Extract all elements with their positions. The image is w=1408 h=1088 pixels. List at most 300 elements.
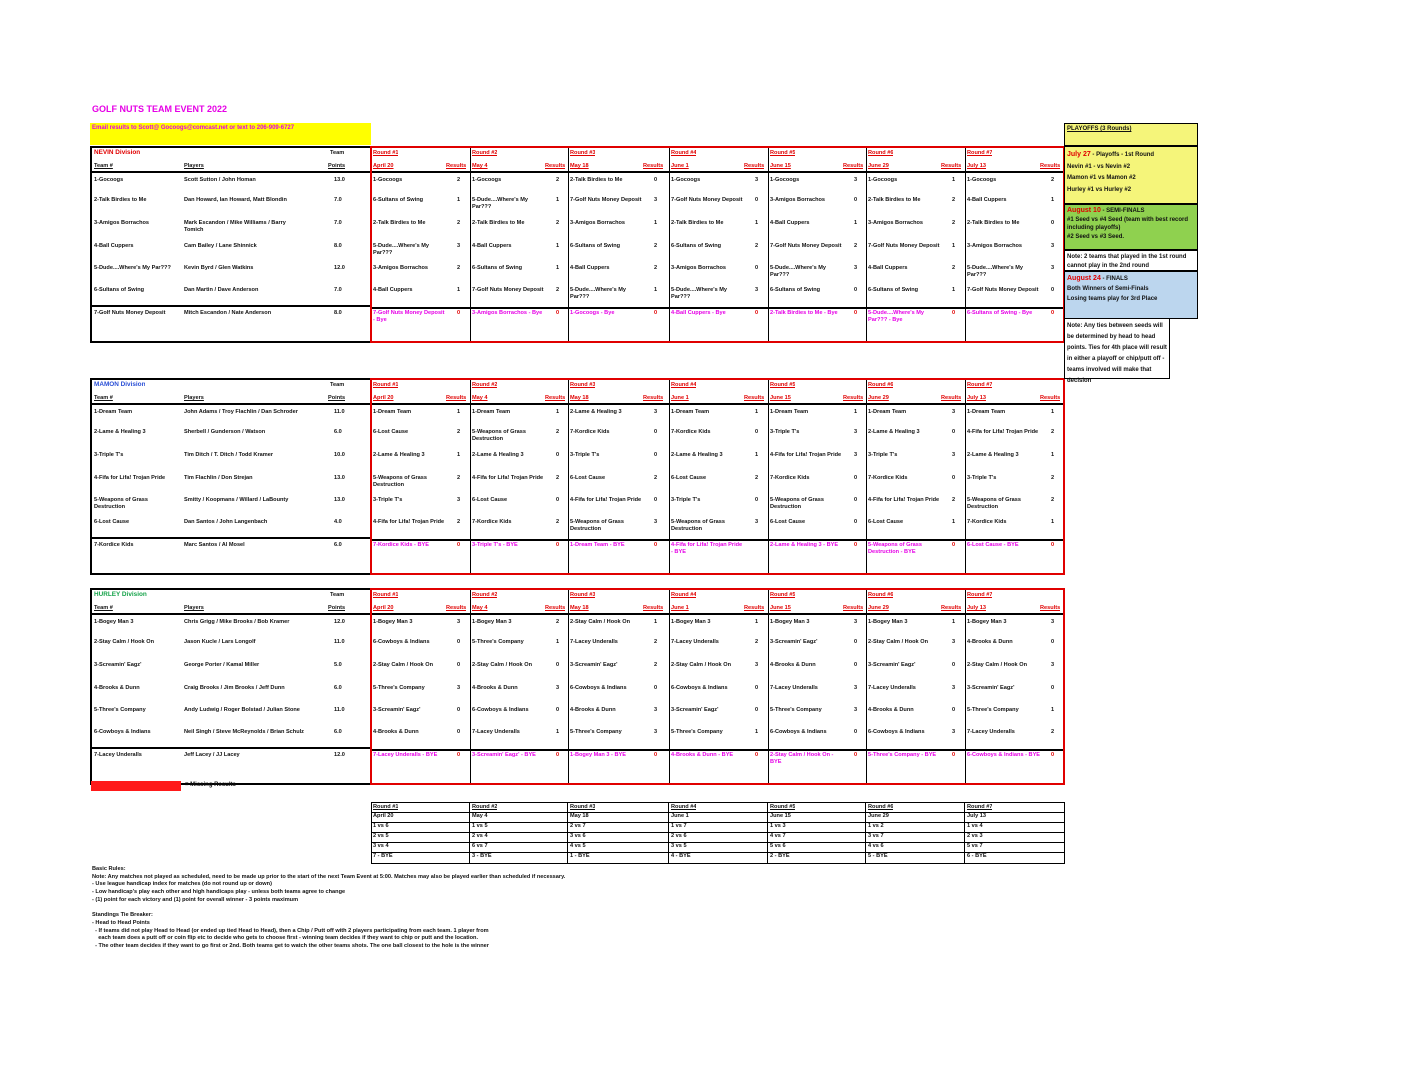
summary-pairing: 5 vs 7 [967, 843, 983, 849]
match-team: 1-Bogey Man 3 [671, 619, 711, 625]
match-team: 3-Amigos Borrachos [671, 265, 727, 271]
match-result: 0 [755, 197, 759, 203]
round-label: Round #2 [472, 382, 498, 388]
results-header: Results [744, 395, 765, 401]
round-label: Round #5 [770, 150, 796, 156]
bye-result: 0 [952, 752, 956, 758]
match-result: 3 [1051, 619, 1055, 625]
bye-result: 0 [952, 310, 956, 316]
summary-pairing: 4 vs 6 [868, 843, 884, 849]
team-points: 10.0 [334, 452, 345, 458]
team-players: Tim Ditch / T. Ditch / Todd Kramer [184, 452, 273, 458]
match-team: 1-Bogey Man 3 [967, 619, 1007, 625]
match-result: 3 [654, 729, 658, 735]
results-header: Results [941, 395, 962, 401]
match-result: 1 [952, 519, 956, 525]
results-header: Results [941, 163, 962, 169]
round-date: April 20 [373, 163, 394, 169]
match-result: 0 [457, 707, 461, 713]
match-team: 7-Kordice Kids [472, 519, 512, 525]
points-column-header: Points [328, 605, 346, 611]
match-result: 2 [654, 243, 658, 249]
summary-pairing: 1 vs 3 [770, 823, 786, 829]
match-team: 5-Weapons of Grass Destruction [373, 475, 427, 488]
playoffs-r2-line: #2 Seed vs #3 Seed. [1067, 233, 1125, 240]
match-team: 4-Ball Cuppers [770, 220, 810, 226]
team-name: 2-Talk Birdies to Me [94, 197, 147, 203]
round-label: Round #1 [373, 382, 399, 388]
match-result: 1 [457, 409, 461, 415]
match-team: 5-Weapons of Grass Destruction [570, 519, 624, 532]
team-name: 3-Amigos Borrachos [94, 220, 150, 226]
bye-result: 0 [854, 542, 858, 548]
match-team: 7-Golf Nuts Money Deposit [671, 197, 743, 203]
round-column-divider [965, 380, 966, 573]
match-team: 3-Screamin' Eagz' [770, 639, 818, 645]
round-date: May 18 [570, 605, 589, 611]
match-result: 1 [952, 619, 956, 625]
match-team: 7-Lacey Underalls [770, 685, 818, 691]
round-label: Round #1 [373, 592, 399, 598]
round-column-divider [568, 590, 569, 783]
match-result: 3 [854, 707, 858, 713]
match-team: 1-Dream Team [472, 409, 511, 415]
match-result: 0 [1051, 639, 1055, 645]
match-team: 7-Kordice Kids [770, 475, 810, 481]
round-column-divider [866, 380, 867, 573]
round-date: June 29 [868, 163, 889, 169]
round-column-divider [768, 148, 769, 341]
team-points: 6.0 [334, 685, 342, 691]
bye-result: 0 [457, 542, 461, 548]
match-result: 1 [457, 452, 461, 458]
match-team: 2-Talk Birdies to Me [472, 220, 525, 226]
match-team: 3-Screamin' Eagz' [868, 662, 916, 668]
bye-result: 0 [556, 542, 560, 548]
team-points: 13.0 [334, 497, 345, 503]
round-column-divider [568, 148, 569, 341]
match-result: 0 [952, 475, 956, 481]
bye-team: 1-Bogey Man 3 - BYE [570, 752, 626, 758]
round-column-divider [669, 380, 670, 573]
team-name: 6-Lost Cause [94, 519, 130, 525]
team-players: Cam Bailey / Lane Shinnick [184, 243, 257, 249]
bye-team: 3-Screamin' Eagz' - BYE [472, 752, 536, 758]
round-date: June 29 [868, 395, 889, 401]
team-name: 5-Weapons of Grass Destruction [94, 497, 148, 510]
results-header: Results [1040, 163, 1061, 169]
round-label: Round #7 [967, 592, 993, 598]
results-header: Results [1040, 395, 1061, 401]
team-points: 11.0 [334, 639, 345, 645]
match-team: 5-Three's Company [373, 685, 425, 691]
results-header: Results [843, 395, 864, 401]
match-result: 2 [556, 619, 560, 625]
match-result: 0 [1051, 220, 1055, 226]
match-team: 7-Golf Nuts Money Deposit [472, 287, 544, 293]
summary-pairing: 1 vs 4 [967, 823, 983, 829]
match-result: 1 [755, 452, 759, 458]
team-name: 4-Ball Cuppers [94, 243, 134, 249]
match-team: 4-Ball Cuppers [967, 197, 1007, 203]
bye-result: 0 [952, 542, 956, 548]
match-result: 3 [952, 639, 956, 645]
match-team: 7-Lacey Underalls [868, 685, 916, 691]
round-column-divider [470, 380, 471, 573]
bye-team: 4-Fifa for Lifa! Trojan Pride - BYE [671, 542, 743, 555]
bye-result: 0 [755, 310, 759, 316]
match-team: 3-Triple T's [967, 475, 997, 481]
team-points: 8.0 [334, 243, 342, 249]
match-team: 1-Gocoogs [967, 177, 997, 183]
round-date: June 15 [770, 605, 791, 611]
header-divider [92, 403, 370, 405]
match-result: 0 [1051, 287, 1055, 293]
match-result: 0 [952, 707, 956, 713]
bye-team: 4-Ball Cuppers - Bye [671, 310, 726, 316]
points-column-header: Points [328, 163, 346, 169]
match-team: 4-Brooks & Dunn [570, 707, 616, 713]
match-team: 1-Dream Team [671, 409, 710, 415]
summary-round-date: July 13 [967, 813, 986, 819]
round-label: Round #7 [967, 150, 993, 156]
results-header: Results [1040, 605, 1061, 611]
team-players: Scott Sutton / John Homan [184, 177, 256, 183]
match-result: 3 [854, 177, 858, 183]
match-result: 2 [952, 197, 956, 203]
summary-pairing: 6 vs 7 [472, 843, 488, 849]
summary-round-label: Round #6 [868, 804, 894, 810]
match-team: 7-Lacey Underalls [967, 729, 1015, 735]
round-date: June 1 [671, 395, 689, 401]
match-result: 0 [952, 429, 956, 435]
round-label: Round #5 [770, 592, 796, 598]
match-team: 2-Stay Calm / Hook On [570, 619, 630, 625]
match-team: 6-Cowboys & Indians [868, 729, 925, 735]
summary-pairing: 2 - BYE [770, 853, 790, 859]
match-result: 1 [556, 729, 560, 735]
match-result: 3 [755, 177, 759, 183]
round-date: June 1 [671, 605, 689, 611]
round-date: July 13 [967, 163, 986, 169]
match-result: 0 [952, 662, 956, 668]
team-players: Dan Martin / Dave Anderson [184, 287, 259, 293]
match-team: 4-Fifa for Lifa! Trojan Pride [868, 497, 940, 503]
bye-result: 0 [654, 542, 658, 548]
match-team: 5-Three's Company [570, 729, 622, 735]
rules-line: - If teams did not play Head to Head (or ended up tied Head to Head), then a Chip / Putt off with 2 players participating from each team. 1 player from [92, 927, 489, 934]
match-team: 4-Brooks & Dunn [472, 685, 518, 691]
team-name: 6-Sultans of Swing [94, 287, 145, 293]
round-date: June 29 [868, 605, 889, 611]
match-result: 3 [755, 662, 759, 668]
points-column-header-top: Team [330, 150, 345, 156]
bye-row-divider [372, 307, 1063, 309]
match-team: 5-Dude....Where's My Par??? [373, 243, 430, 256]
round-column-divider [866, 148, 867, 341]
bye-team: 7-Kordice Kids - BYE [373, 542, 429, 548]
bye-result: 0 [854, 310, 858, 316]
playoffs-r1-label: - Playoffs - 1st Round [1090, 152, 1155, 158]
playoffs-title-box [1064, 123, 1198, 146]
match-result: 2 [755, 639, 759, 645]
match-team: 3-Triple T's [770, 429, 800, 435]
missing-results-swatch [91, 781, 181, 791]
email-banner: Email results to Scott@ Gocoogs@comcast.net or text to 206-909-6727 [90, 123, 371, 145]
summary-pairing: 4 vs 5 [570, 843, 586, 849]
match-result: 0 [1051, 685, 1055, 691]
team-points: 12.0 [334, 619, 345, 625]
match-result: 0 [755, 685, 759, 691]
bye-row-divider [92, 537, 370, 539]
match-team: 6-Lost Cause [570, 475, 606, 481]
match-team: 1-Gocoogs [868, 177, 898, 183]
match-result: 2 [457, 265, 461, 271]
bye-team: 6-Sultans of Swing - Bye [967, 310, 1033, 316]
bye-result: 0 [457, 752, 461, 758]
results-header: Results [545, 605, 566, 611]
match-team: 2-Lame & Healing 3 [671, 452, 723, 458]
players-column-header: Players [184, 395, 204, 401]
match-team: 6-Cowboys & Indians [373, 639, 430, 645]
summary-pairing: 5 vs 6 [770, 843, 786, 849]
match-team: 6-Sultans of Swing [570, 243, 621, 249]
match-team: 4-Brooks & Dunn [967, 639, 1013, 645]
rules-line: Note: Any matches not played as scheduled, need to be made up prior to the start of the next Team Event at 5:00. Matches may also be played earlier than scheduled if necessary. [92, 873, 566, 880]
team-players: Neil Singh / Steve McReynolds / Brian Schulz [184, 729, 304, 735]
bye-team: 6-Cowboys & Indians - BYE [967, 752, 1041, 758]
match-team: 3-Amigos Borrachos [770, 197, 826, 203]
match-result: 1 [755, 409, 759, 415]
team-name: 3-Screamin' Eagz' [94, 662, 142, 668]
summary-row-divider [372, 842, 1064, 843]
match-result: 3 [755, 519, 759, 525]
match-result: 0 [854, 497, 858, 503]
match-result: 3 [952, 452, 956, 458]
match-team: 2-Stay Calm / Hook On [868, 639, 928, 645]
division-team-box [90, 146, 372, 343]
playoffs-r3-date: August 24 [1067, 275, 1101, 282]
players-column-header: Players [184, 163, 204, 169]
round-date: July 13 [967, 605, 986, 611]
rules-line: - Low handicap's play each other and high handicaps play - unless both teams agree to change [92, 889, 346, 896]
team-name: 6-Cowboys & Indians [94, 729, 151, 735]
match-team: 2-Stay Calm / Hook On [373, 662, 433, 668]
playoffs-r3-label: - FINALS [1100, 276, 1128, 282]
match-result: 3 [654, 707, 658, 713]
bye-team: 1-Dream Team - BYE [570, 542, 625, 548]
match-team: 5-Three's Company [472, 639, 524, 645]
match-result: 3 [854, 619, 858, 625]
team-points: 7.0 [334, 197, 342, 203]
team-players: Dan Santos / John Langenbach [184, 519, 268, 525]
match-result: 0 [556, 452, 560, 458]
team-points: 5.0 [334, 662, 342, 668]
match-team: 1-Gocoogs [770, 177, 800, 183]
match-result: 3 [457, 243, 461, 249]
team-column-header: Team # [94, 163, 113, 169]
team-points: 6.0 [334, 429, 342, 435]
bye-result: 0 [755, 752, 759, 758]
round-label: Round #7 [967, 382, 993, 388]
bye-result: 0 [556, 310, 560, 316]
bye-row-divider [92, 305, 370, 307]
team-name: 4-Brooks & Dunn [94, 685, 140, 691]
team-points: 12.0 [334, 265, 345, 271]
playoffs-r1-line: Mamon #1 vs Mamon #2 [1067, 175, 1136, 181]
match-result: 1 [556, 639, 560, 645]
team-points: 11.0 [334, 409, 345, 415]
bye-result: 0 [654, 752, 658, 758]
match-team: 6-Sultans of Swing [373, 197, 424, 203]
bye-team: 3-Amigos Borrachos - Bye [472, 310, 543, 316]
match-team: 2-Talk Birdies to Me [570, 177, 623, 183]
match-team: 2-Lame & Healing 3 [868, 429, 920, 435]
match-team: 2-Lame & Healing 3 [373, 452, 425, 458]
round-label: Round #1 [373, 150, 399, 156]
match-result: 1 [654, 287, 658, 293]
rules-line: - Head to Head Points [92, 919, 150, 926]
match-result: 1 [556, 409, 560, 415]
round-column-divider [965, 590, 966, 783]
match-result: 0 [457, 729, 461, 735]
results-header: Results [446, 395, 467, 401]
bye-team: 2-Talk Birdies to Me - Bye [770, 310, 838, 316]
match-result: 3 [457, 619, 461, 625]
team-name: 3-Triple T's [94, 452, 124, 458]
round-date: May 4 [472, 395, 488, 401]
round-column-divider [568, 380, 569, 573]
summary-pairing: 7 - BYE [373, 853, 393, 859]
points-column-header: Points [328, 395, 346, 401]
playoffs-r2-line: #1 Seed vs #4 Seed (team with best record including playoffs) [1067, 216, 1189, 232]
results-header: Results [643, 605, 664, 611]
match-result: 1 [1051, 452, 1055, 458]
match-result: 1 [755, 729, 759, 735]
match-result: 0 [654, 177, 658, 183]
rules-line: each team does a putt off or coin flip etc to decide who gets to choose first - winning team decides if they want to chip or putt and the location. [92, 935, 479, 942]
match-result: 2 [1051, 429, 1055, 435]
match-team: 3-Triple T's [570, 452, 600, 458]
match-result: 2 [556, 519, 560, 525]
match-team: 3-Amigos Borrachos [868, 220, 924, 226]
match-result: 0 [854, 662, 858, 668]
match-result: 3 [1051, 243, 1055, 249]
playoffs-r1-date: July 27 [1067, 151, 1091, 158]
match-result: 1 [854, 409, 858, 415]
summary-round-date: June 1 [671, 813, 689, 819]
match-team: 3-Amigos Borrachos [570, 220, 626, 226]
match-team: 6-Lost Cause [770, 519, 806, 525]
playoffs-note-box [1064, 250, 1198, 271]
rules-section [92, 866, 792, 951]
match-team: 2-Talk Birdies to Me [671, 220, 724, 226]
page-title: GOLF NUTS TEAM EVENT 2022 [92, 104, 228, 114]
team-players: John Adams / Troy Flachlin / Dan Schroder [184, 409, 298, 415]
match-team: 4-Fifa for Lifa! Trojan Pride [472, 475, 544, 481]
match-result: 1 [854, 220, 858, 226]
match-team: 3-Amigos Borrachos [373, 265, 429, 271]
bye-result: 0 [1051, 542, 1055, 548]
team-name: 7-Golf Nuts Money Deposit [94, 310, 166, 316]
team-name: 2-Stay Calm / Hook On [94, 639, 154, 645]
team-name: 4-Fifa for Lifa! Trojan Pride [94, 475, 166, 481]
match-result: 1 [654, 220, 658, 226]
round-date: May 18 [570, 163, 589, 169]
match-team: 7-Kordice Kids [868, 475, 908, 481]
division-rounds-box [370, 146, 1065, 343]
match-result: 1 [556, 197, 560, 203]
match-result: 2 [654, 265, 658, 271]
match-team: 7-Golf Nuts Money Deposit [868, 243, 940, 249]
match-result: 0 [854, 475, 858, 481]
round-label: Round #5 [770, 382, 796, 388]
match-result: 2 [1051, 475, 1055, 481]
match-team: 7-Lacey Underalls [570, 639, 618, 645]
round-date: June 15 [770, 395, 791, 401]
summary-round-date: April 20 [373, 813, 394, 819]
match-result: 2 [457, 177, 461, 183]
match-team: 3-Screamin' Eagz' [967, 685, 1015, 691]
match-result: 2 [556, 429, 560, 435]
match-result: 0 [654, 685, 658, 691]
rounds-header-divider [372, 171, 1063, 173]
match-result: 3 [1051, 265, 1055, 271]
match-result: 2 [457, 220, 461, 226]
round-column-divider [470, 590, 471, 783]
match-team: 3-Triple T's [868, 452, 898, 458]
summary-round-date: June 29 [868, 813, 889, 819]
bye-result: 0 [457, 310, 461, 316]
match-team: 5-Three's Company [967, 707, 1019, 713]
summary-pairing: 3 vs 5 [671, 843, 687, 849]
summary-pairing: 2 vs 6 [671, 833, 687, 839]
match-result: 0 [854, 197, 858, 203]
summary-round-label: Round #7 [967, 804, 993, 810]
match-result: 0 [755, 265, 759, 271]
match-result: 2 [457, 429, 461, 435]
team-players: Smitty / Koopmans / Willard / LaBounty [184, 497, 289, 503]
team-players: Dan Howard, Ian Howard, Matt Blondin [184, 197, 287, 203]
match-result: 3 [854, 265, 858, 271]
results-header: Results [446, 163, 467, 169]
match-result: 3 [1051, 662, 1055, 668]
bye-row-divider [372, 539, 1063, 541]
summary-pairing: 3 vs 7 [868, 833, 884, 839]
match-team: 3-Screamin' Eagz' [671, 707, 719, 713]
bye-row-divider [92, 747, 370, 749]
bye-team: 1-Gocoogs - Bye [570, 310, 615, 316]
team-name: 2-Lame & Healing 3 [94, 429, 146, 435]
match-result: 0 [755, 429, 759, 435]
match-team: 6-Lost Cause [671, 475, 707, 481]
match-team: 1-Bogey Man 3 [373, 619, 413, 625]
header-divider [92, 613, 370, 615]
bye-team: 3-Triple T's - BYE [472, 542, 518, 548]
division-rounds-box [370, 378, 1065, 575]
match-team: 5-Dude....Where's My Par??? [770, 265, 827, 278]
match-team: 1-Bogey Man 3 [472, 619, 512, 625]
round-column-divider [965, 148, 966, 341]
match-result: 1 [654, 619, 658, 625]
missing-results-legend: = Missing Results [185, 782, 236, 788]
playoffs-r2-note: Note: 2 teams that played in the 1st round cannot play in the 2nd round [1067, 254, 1187, 269]
results-header: Results [843, 163, 864, 169]
match-result: 0 [654, 429, 658, 435]
summary-row-divider [372, 832, 1064, 833]
results-header: Results [545, 163, 566, 169]
match-team: 5-Weapons of Grass Destruction [770, 497, 824, 510]
